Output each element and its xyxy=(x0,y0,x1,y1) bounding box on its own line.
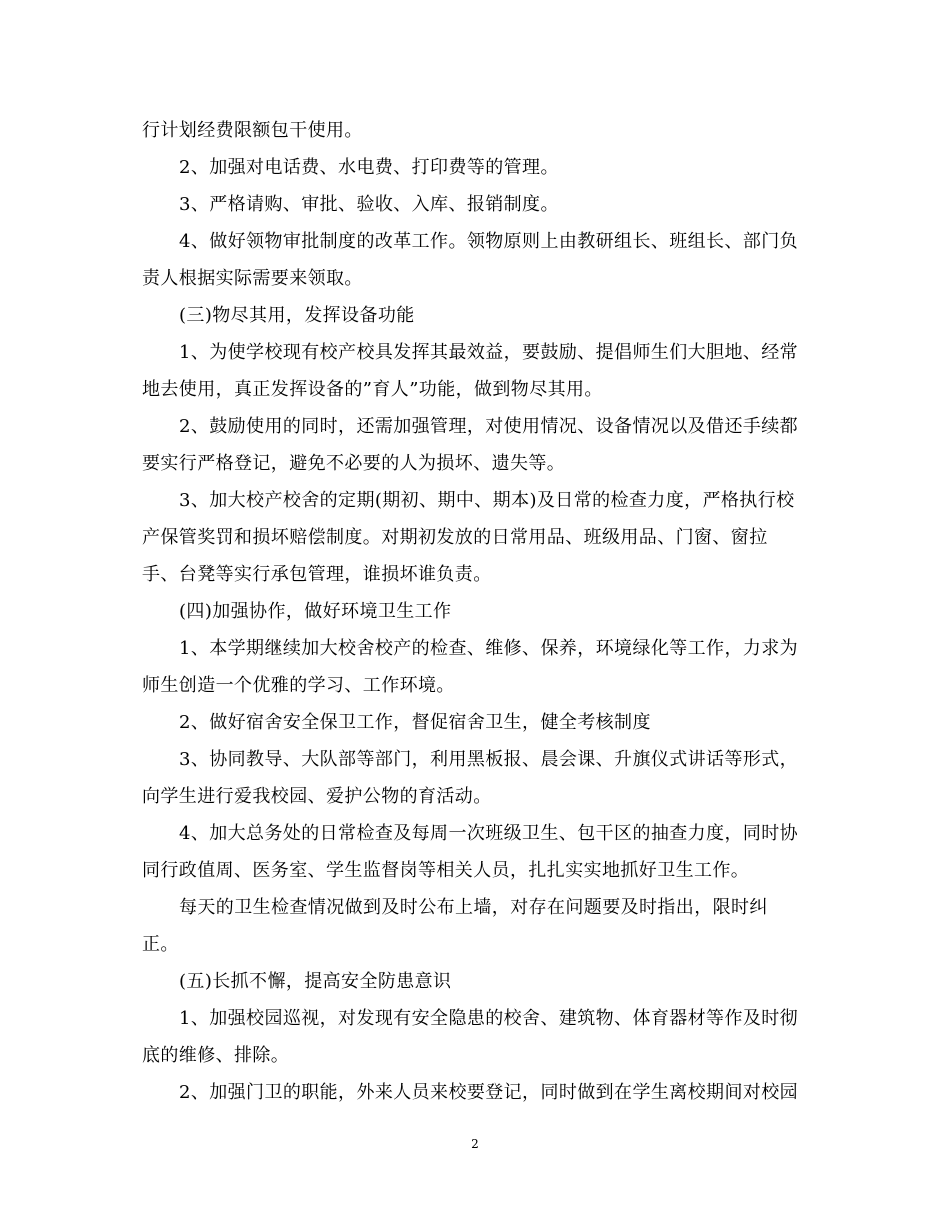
paragraph-line: 2、做好宿舍安全保卫工作，督促宿舍卫生，健全考核制度 xyxy=(179,712,651,733)
paragraph-line: 1、本学期继续加大校舍校产的检查、维修、保养，环境绿化等工作，力求为 xyxy=(179,638,799,659)
paragraph-line: 同行政值周、医务室、学生监督岗等相关人员，扎扎实实地抓好卫生工作。 xyxy=(142,860,750,881)
paragraph-line: 1、为使学校现有校产校具发挥其最效益，要鼓励、提倡师生们大胆地、经常 xyxy=(179,342,799,363)
paragraph-line: 向学生进行爱我校园、爱护公物的育活动。 xyxy=(142,786,492,807)
paragraph-line: 地去使用，真正发挥设备的”育人”功能，做到物尽其用。 xyxy=(142,379,603,400)
paragraph-line: 产保管奖罚和损坏赔偿制度。对期初发放的日常用品、班级用品、门窗、窗拉 xyxy=(142,527,768,548)
paragraph-line: 师生创造一个优雅的学习、工作环境。 xyxy=(142,675,455,696)
paragraph-line: 2、鼓励使用的同时，还需加强管理，对使用情况、设备情况以及借还手续都 xyxy=(179,416,799,437)
paragraph-line: 手、台凳等实行承包管理，谁损坏谁负责。 xyxy=(142,564,492,585)
document-body xyxy=(142,112,808,1111)
paragraph-line: 每天的卫生检查情况做到及时公布上墙，对存在问题要及时指出，限时纠 xyxy=(179,897,768,918)
paragraph-line: 行计划经费限额包干使用。 xyxy=(142,120,363,141)
paragraph-line: 责人根据实际需要来领取。 xyxy=(142,268,363,289)
paragraph-line: 3、协同教导、大队部等部门，利用黑板报、晨会课、升旗仪式讲话等形式， xyxy=(179,749,799,770)
paragraph-line: (三)物尽其用，发挥设备功能 xyxy=(179,305,415,326)
paragraph-line: 4、加大总务处的日常检查及每周一次班级卫生、包干区的抽查力度，同时协 xyxy=(179,823,799,844)
paragraph-line: 2、加强门卫的职能，外来人员来校要登记，同时做到在学生离校期间对校园 xyxy=(179,1082,799,1103)
paragraph-line: (五)长抓不懈，提高安全防患意识 xyxy=(179,971,452,992)
paragraph-line: 底的维修、排除。 xyxy=(142,1045,290,1066)
paragraph-line: (四)加强协作，做好环境卫生工作 xyxy=(179,601,452,622)
paragraph-line: 3、加大校产校舍的定期(期初、期中、期本)及日常的检查力度，严格执行校 xyxy=(179,490,795,511)
paragraph-line: 2、加强对电话费、水电费、打印费等的管理。 xyxy=(179,157,559,178)
page-number: 2 xyxy=(471,1137,479,1151)
paragraph-line: 3、严格请购、审批、验收、入库、报销制度。 xyxy=(179,194,559,215)
paragraph-line: 正。 xyxy=(142,934,179,955)
paragraph-line: 4、做好领物审批制度的改革工作。领物原则上由教研组长、班组长、部门负 xyxy=(179,231,799,252)
paragraph-line: 1、加强校园巡视，对发现有安全隐患的校舍、建筑物、体育器材等作及时彻 xyxy=(179,1008,799,1029)
paragraph-line: 要实行严格登记，避免不必要的人为损坏、遗失等。 xyxy=(142,453,566,474)
